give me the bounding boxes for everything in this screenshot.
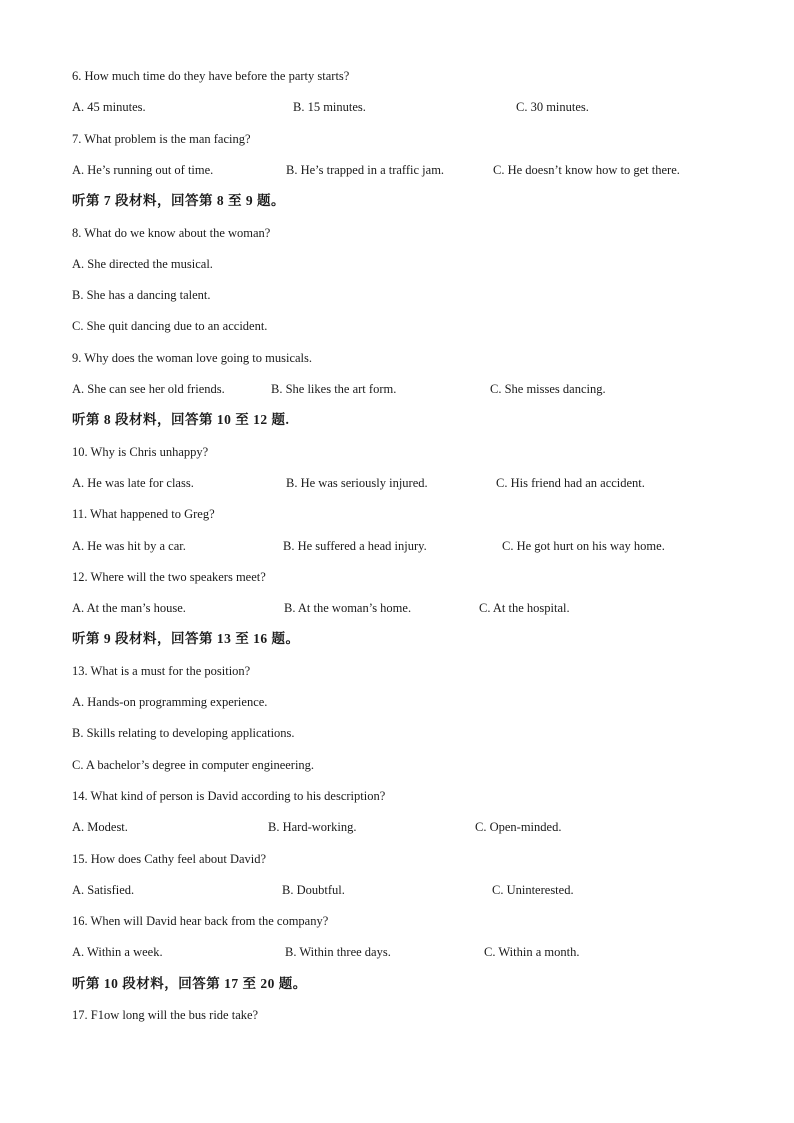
answer-option: B. He’s trapped in a traffic jam. [286, 163, 445, 177]
answer-option: B. She likes the art form. [271, 382, 397, 396]
question-line: 13. What is a must for the position? [72, 664, 251, 678]
question-line: 12. Where will the two speakers meet? [72, 570, 266, 584]
question-line: 8. What do we know about the woman? [72, 226, 271, 240]
answer-option: A. She can see her old friends. [72, 382, 225, 396]
answer-option: C. 30 minutes. [516, 100, 589, 114]
answer-option: B. 15 minutes. [293, 100, 366, 114]
question-line: 11. What happened to Greg? [72, 507, 215, 521]
answer-option: A. At the man’s house. [72, 601, 186, 615]
answer-option: C. Open-minded. [475, 820, 562, 834]
answer-option: A. He was hit by a car. [72, 539, 186, 553]
question-line: 9. Why does the woman love going to musicals. [72, 351, 313, 365]
question-line: B. She has a dancing talent. [72, 288, 211, 302]
question-line: A. Hands-on programming experience. [72, 695, 268, 709]
question-line: C. A bachelor’s degree in computer engineering. [72, 758, 315, 772]
answer-option: C. His friend had an accident. [496, 476, 645, 490]
question-line: A. She directed the musical. [72, 257, 213, 271]
section-heading: 听第 8 段材料，回答第 10 至 12 题. [72, 412, 290, 427]
section-heading: 听第 7 段材料，回答第 8 至 9 题。 [72, 193, 285, 208]
section-heading: 听第 10 段材料，回答第 17 至 20 题。 [72, 976, 307, 991]
question-line: C. She quit dancing due to an accident. [72, 319, 268, 333]
answer-option: B. Doubtful. [282, 883, 345, 897]
answer-option: C. He doesn’t know how to get there. [493, 163, 680, 177]
answer-option: A. Within a week. [72, 945, 163, 959]
answer-option: A. Modest. [72, 820, 128, 834]
answer-option: A. He was late for class. [72, 476, 194, 490]
answer-option: A. 45 minutes. [72, 100, 146, 114]
question-line: 6. How much time do they have before the party starts? [72, 69, 350, 83]
answer-option: A. He’s running out of time. [72, 163, 214, 177]
question-line: 15. How does Cathy feel about David? [72, 852, 267, 866]
answer-option: C. Uninterested. [492, 883, 574, 897]
answer-option: C. She misses dancing. [490, 382, 606, 396]
answer-option: A. Satisfied. [72, 883, 135, 897]
answer-option: C. Within a month. [484, 945, 580, 959]
question-line: 16. When will David hear back from the company? [72, 914, 329, 928]
answer-option: B. At the woman’s home. [284, 601, 412, 615]
question-line: B. Skills relating to developing applications. [72, 726, 295, 740]
answer-option: C. At the hospital. [479, 601, 570, 615]
question-line: 7. What problem is the man facing? [72, 132, 251, 146]
question-line: 10. Why is Chris unhappy? [72, 445, 209, 459]
answer-option: B. He suffered a head injury. [283, 539, 427, 553]
answer-option: B. Hard-working. [268, 820, 357, 834]
question-line: 14. What kind of person is David according to his description? [72, 789, 386, 803]
section-heading: 听第 9 段材料，回答第 13 至 16 题。 [72, 631, 300, 646]
question-line: 17. F1ow long will the bus ride take? [72, 1008, 259, 1022]
answer-option: B. Within three days. [285, 945, 391, 959]
answer-option: B. He was seriously injured. [286, 476, 428, 490]
answer-option: C. He got hurt on his way home. [502, 539, 665, 553]
